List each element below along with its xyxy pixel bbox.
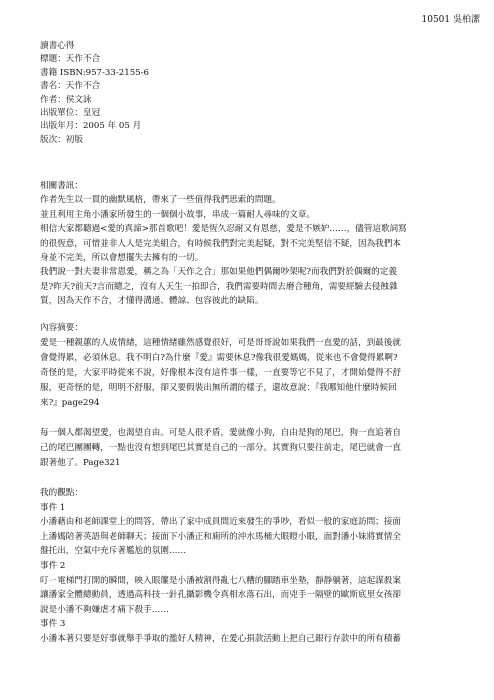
- paragraph-line: 小潘本著只要是好事就舉手爭取的濫好人精神，在愛心捐款活動上把自己銀行存款中的所有積蓄: [40, 634, 401, 644]
- meta-line: 出版年月：2005 年 05 月: [40, 121, 142, 132]
- meta-line: 標題：天作不合: [40, 54, 101, 65]
- meta-line: 版次：初版: [40, 134, 83, 145]
- paragraph-line: 作者先生以一貫的幽默風格，帶來了一些值得我們思索的問題。: [40, 195, 281, 206]
- paragraph-line: 身並不完美，所以會想擺失去擁有的一切。: [40, 253, 204, 263]
- paragraph-line: 會覺得累，必須休息。我不明白?為什麼『愛』需要休息?像我很愛媽媽，從來也不會覺得累啊?: [40, 353, 398, 363]
- meta-line: 出版單位：皇冠: [40, 108, 101, 118]
- paragraph-line: 上潘媽陪著英語與老師聊天；接面下小潘正和廁所的沖水馬桶大眼瞪小眼，面對潘小妹將實情全: [40, 531, 401, 542]
- paragraph-line: 來?』page294: [40, 398, 100, 408]
- meta-line: 作者：侯文詠: [40, 94, 92, 105]
- paragraph-line: 我們說一對夫妻非常恩愛，稱之為「天作之合」那如果他們偶爾吵架呢?而我們對於偶爾的定義: [40, 267, 397, 278]
- paragraph-line: 跟著他了。Page321: [40, 458, 121, 468]
- paragraph-line: 愛是一種親蕙的人成情緒，這種情緒雖然感覺很好，可是哥哥說如果我們一直愛的話，到最後就: [40, 338, 401, 348]
- event-label: 事件 2: [40, 561, 66, 571]
- paragraph-line: 相信大家都聽過<愛的真諦>那首歌吧！愛是恆久忍耐又有恩慈，愛是不嫉妒……，儘管這歌詞寫: [40, 224, 407, 235]
- paragraph-line: 說是小潘不夠嫌虐才痛下殺手……: [40, 604, 169, 615]
- paragraph-line: 己的尾巴團團轉，一點也沒有想到尾巴其實是自己的一部分。其實狗只要往前走，尾巴就會一直: [40, 443, 401, 453]
- student-id-name: 10501 吳柏潔: [421, 15, 480, 25]
- paragraph-line: 叮ㄧ電梯門打開的瞬間，映入眼簾是小潘被割得亂七八糟的腳踏車坐墊，靜靜躺著，這起謀殺案: [40, 575, 401, 586]
- paragraph-line: 是?昨天?前天?言而總之，沒有人天生一拍即合，我們需要時間去磨合種角，需要經驗去侵蝕雜: [40, 281, 398, 292]
- paragraph-line: 盤托出，空氣中充斥著尷尬的氛圍……: [40, 546, 187, 557]
- paragraph-line: 每一個人都渴望愛，也渴望自由。可是人很矛盾，愛就像小狗，自由是狗的尾巴，狗一直追著自: [40, 428, 401, 438]
- paragraph-line: 的很恆意，可惜並非人人是完美組合，有時候我們對完美起疑，對不完美堅信不疑，因為我們本: [40, 238, 401, 249]
- section-heading: 我的觀點：: [40, 488, 83, 498]
- paragraph-line: 小潘藉由和老師課堂上的問答，帶出了家中成員間近來發生的爭吵，看似一般的家庭訪問；接面: [40, 517, 401, 528]
- meta-line: 書名：天作不合: [40, 81, 101, 92]
- section-heading: 相關書訊：: [40, 181, 83, 191]
- paragraph-line: 奇怪的是，大家平時從來不說，好像根本沒有這件事一樣，一直要等它不見了，才開始覺得不舒: [40, 368, 401, 378]
- paragraph-line: 服，更奇怪的是，明明不舒服，卻又要假裝出無所謂的樣子，還故意說：『我哪知他什麼時候回: [40, 383, 397, 393]
- report-title: 讀書心得: [40, 41, 75, 51]
- meta-line: 書籍 ISBN:957-33-2155-6: [40, 67, 150, 78]
- section-heading: 內容摘要：: [40, 323, 83, 333]
- event-label: 事件 1: [40, 502, 66, 513]
- paragraph-line: 質，因為天作不合，才懂得溝通、體諒、包容彼此的缺陷。: [40, 296, 264, 307]
- paragraph-line: 並且利用主角小潘家所發生的一個個小故事，串成一篇耐人尋味的文章。: [40, 209, 316, 220]
- event-label: 事件 3: [40, 619, 66, 630]
- paragraph-line: 讓潘家全體總動員，透過高科技一針孔攝影機令真相水落石出，而兇手一隔壁的歐斯底里女孩卻: [40, 590, 401, 601]
